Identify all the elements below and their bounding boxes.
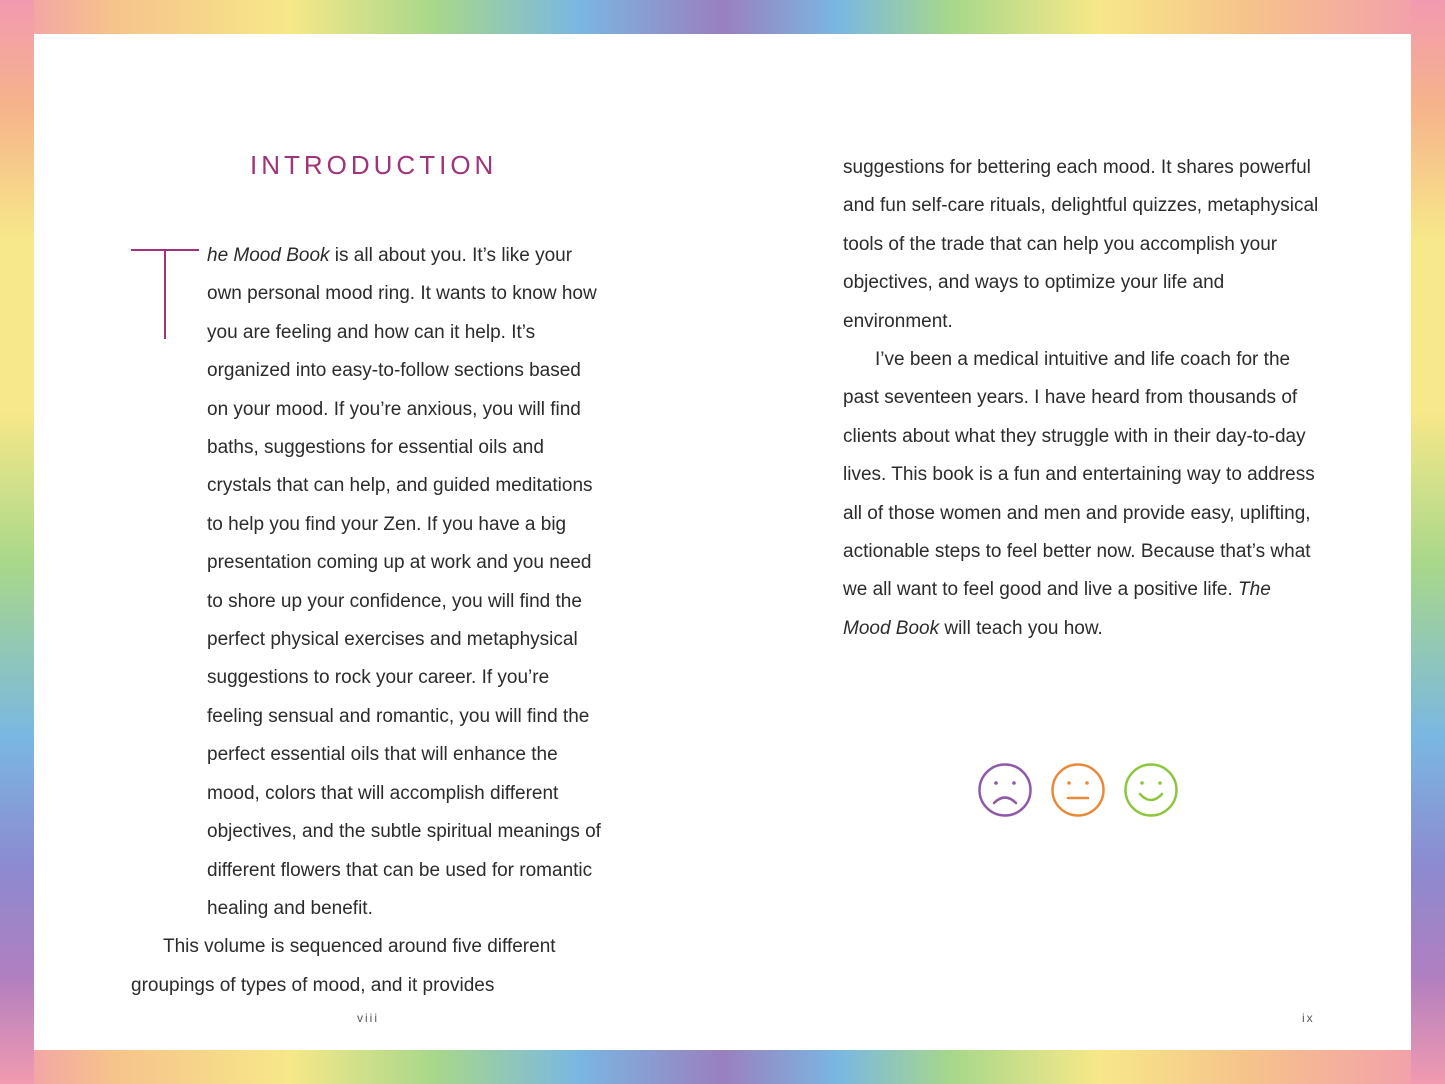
mood-faces [977, 762, 1181, 818]
rainbow-border-right [1411, 0, 1445, 1084]
book-title: he Mood Book [207, 245, 330, 266]
page-number-left: viii [357, 1011, 379, 1025]
dropcap-paragraph [131, 237, 606, 928]
rainbow-border-top [0, 0, 1445, 34]
intro-paragraph-1: he Mood Book is all about you. It’s like your own personal mood ring. It wants to know how you are feeling and how can it help. It’s organized into easy-to-follow sections based on your mood. If you’re anxious, you will find baths, suggestions for essential oils and crystals that can help, and guided meditations to help you find your Zen. If you have a big presentation coming up at work and you need to shore up your confidence, you will find the perfect physical exercises and metaphysical suggestions to rock your career. If you’re feeling sensual and romantic, you will find the perfect essential oils that will enhance the mood, colors that will accomplish different objectives, and the subtle spiritual meanings of different flowers that can be used for romantic healing and benefit. [207, 245, 601, 919]
dropcap-t [131, 249, 199, 339]
left-page-text [131, 237, 606, 1005]
happy-face-icon [1126, 765, 1177, 816]
sad-face-icon [980, 765, 1031, 816]
page-number-right: ix [1302, 1011, 1315, 1025]
intro-paragraph-4: I’ve been a medical intuitive and life coach for the past seventeen years. I have heard from thousands of clients about what they struggle with in their day-to-day lives. This book is a fun and entertaining way to address all of those women and men and provide easy, uplifting, actionable steps to feel better now. Because that’s what we all want to feel good and live a positive life. The Mood Book will teach you how. [843, 349, 1315, 639]
neutral-face-icon [1053, 765, 1104, 816]
intro-paragraph-2: This volume is sequenced around five different groupings of types of mood, and it provides [131, 936, 556, 996]
chapter-heading: INTRODUCTION [250, 150, 498, 180]
right-page-text [843, 149, 1323, 648]
rainbow-border-bottom [0, 1050, 1445, 1084]
intro-paragraph-3: suggestions for bettering each mood. It shares powerful and fun self-care rituals, delightful quizzes, metaphysical tools of the trade that can help you accomplish your objectives, and ways to optimize your life and environment. [843, 157, 1319, 332]
book-title: The Mood Book [843, 579, 1271, 639]
rainbow-border-left [0, 0, 34, 1084]
